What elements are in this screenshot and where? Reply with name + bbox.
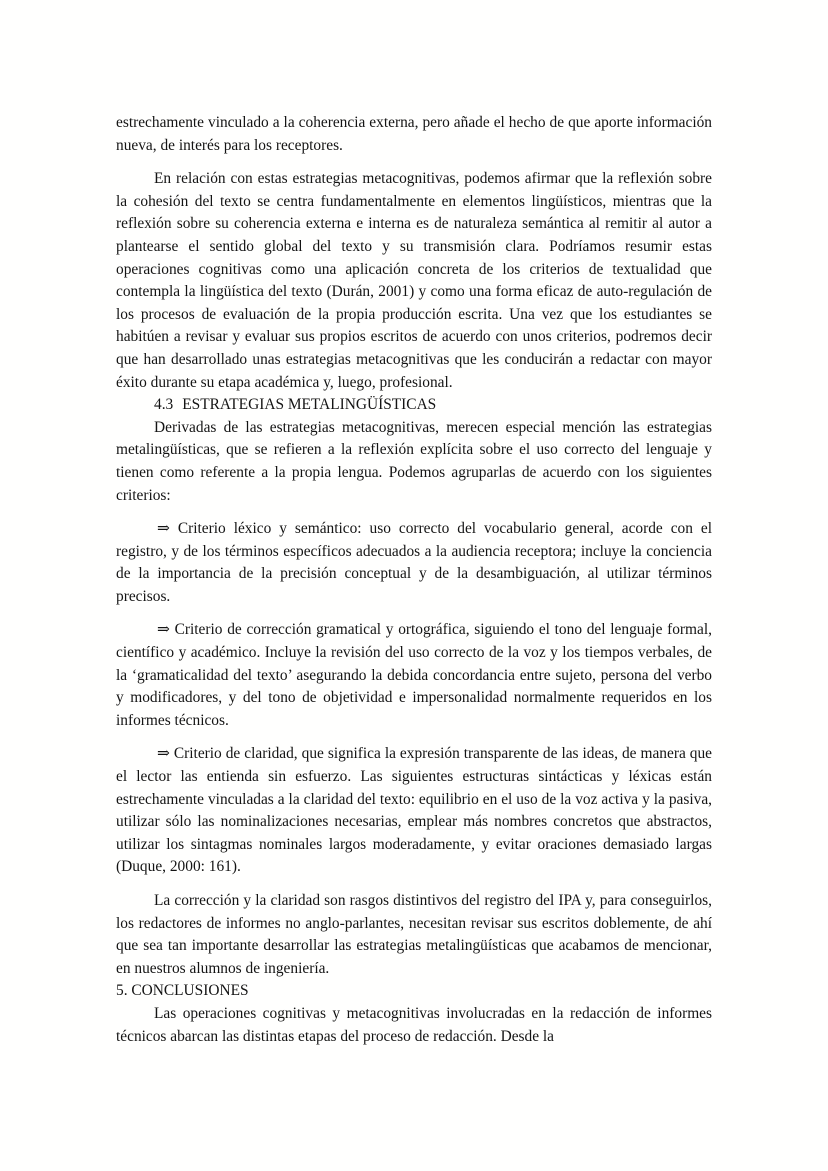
paragraph-metalinguistic-intro: Derivadas de las estrategias metacognitivas, merecen especial mención las estrategias metalingüísticas, que se refieren a la reflexión explícita sobre el uso correcto del lenguaje y tienen como referente a la propia lengua. Podemos agruparlas de acuerdo con los siguientes criterios: [116,418,712,504]
section-heading-conclusions: 5. CONCLUSIONES [116,982,249,1000]
page-text-block [116,112,712,1048]
paragraph-continuation: estrechamente vinculado a la coherencia externa, pero añade el hecho de que aporte información nueva, de interés para los receptores. [116,114,712,154]
criterion-grammatical-orthographic: ⇒ Criterio de corrección gramatical y ortográfica, siguiendo el tono del lenguaje formal, científico y académico. Incluye la revisión del uso correcto de la voz y los tiempos verbales, de la ‘gramaticalidad del texto’ asegurando la debida concordancia entre sujeto, persona del verbo y modificadores, y del tono de objetividad e impersonalidad normalmente requeridos en los informes técnicos. [116,621,712,729]
criterion-clarity: ⇒ Criterio de claridad, que significa la expresión transparente de las ideas, de manera que el lector las entienda sin esfuerzo. Las siguientes estructuras sintácticas y léxicas están estrechamente vinculadas a la claridad del texto: equilibrio en el uso de la voz activa y la pasiva, utilizar sólo las nominalizaciones necesarias, emplear más nombres concretos que abstractos, utilizar los sintagmas nominales largos moderadamente, y evitar oraciones demasiado largas (Duque, 2000: 161). [116,745,712,876]
paragraph-metacognitive-strategies: En relación con estas estrategias metacognitivas, podemos afirmar que la reflexión sobre la cohesión del texto se centra fundamentalmente en elementos lingüísticos, mientras que la reflexión sobre su coherencia externa e interna es de naturaleza semántica al remitir al autor a plantearse el sentido global del texto y su transmisión clara. Podríamos resumir estas operaciones cognitivas como una aplicación concreta de los criterios de textualidad que contempla la lingüística del texto (Durán, 2001) y como una forma eficaz de auto-regulación de los procesos de evaluación de la propia producción escrita. Una vez que los estudiantes se habitúen a revisar y evaluar sus propios escritos de acuerdo con unos criterios, podremos decir que han desarrollado unas estrategias metacognitivas que les conducirán a redactar con mayor éxito durante su etapa académica y, luego, profesional. [116,170,712,391]
subsection-heading-4-3 [116,394,712,417]
paragraph-correction-clarity: La corrección y la claridad son rasgos distintivos del registro del IPA y, para conseguirlos, los redactores de informes no anglo-parlantes, necesitan revisar sus escritos doblemente, de ahí que sea tan importante desarrollar las estrategias metalingüísticas que acabamos de mencionar, en nuestros alumnos de ingeniería. [116,892,712,977]
subsection-title: ESTRATEGIAS METALINGÜÍSTICAS [182,396,437,414]
paragraph-conclusions-opening: Las operaciones cognitivas y metacognitivas involucradas en la redacción de informes técnicos abarcan las distintas etapas del proceso de redacción. Desde la [116,1004,712,1045]
subsection-number: 4.3 [154,396,174,414]
criterion-lexical-semantic: ⇒ Criterio léxico y semántico: uso correcto del vocabulario general, acorde con el registro, y de los términos específicos adecuados a la audiencia receptora; incluye la conciencia de la importancia de la precisión conceptual y de la desambiguación, al utilizar términos precisos. [116,520,712,605]
